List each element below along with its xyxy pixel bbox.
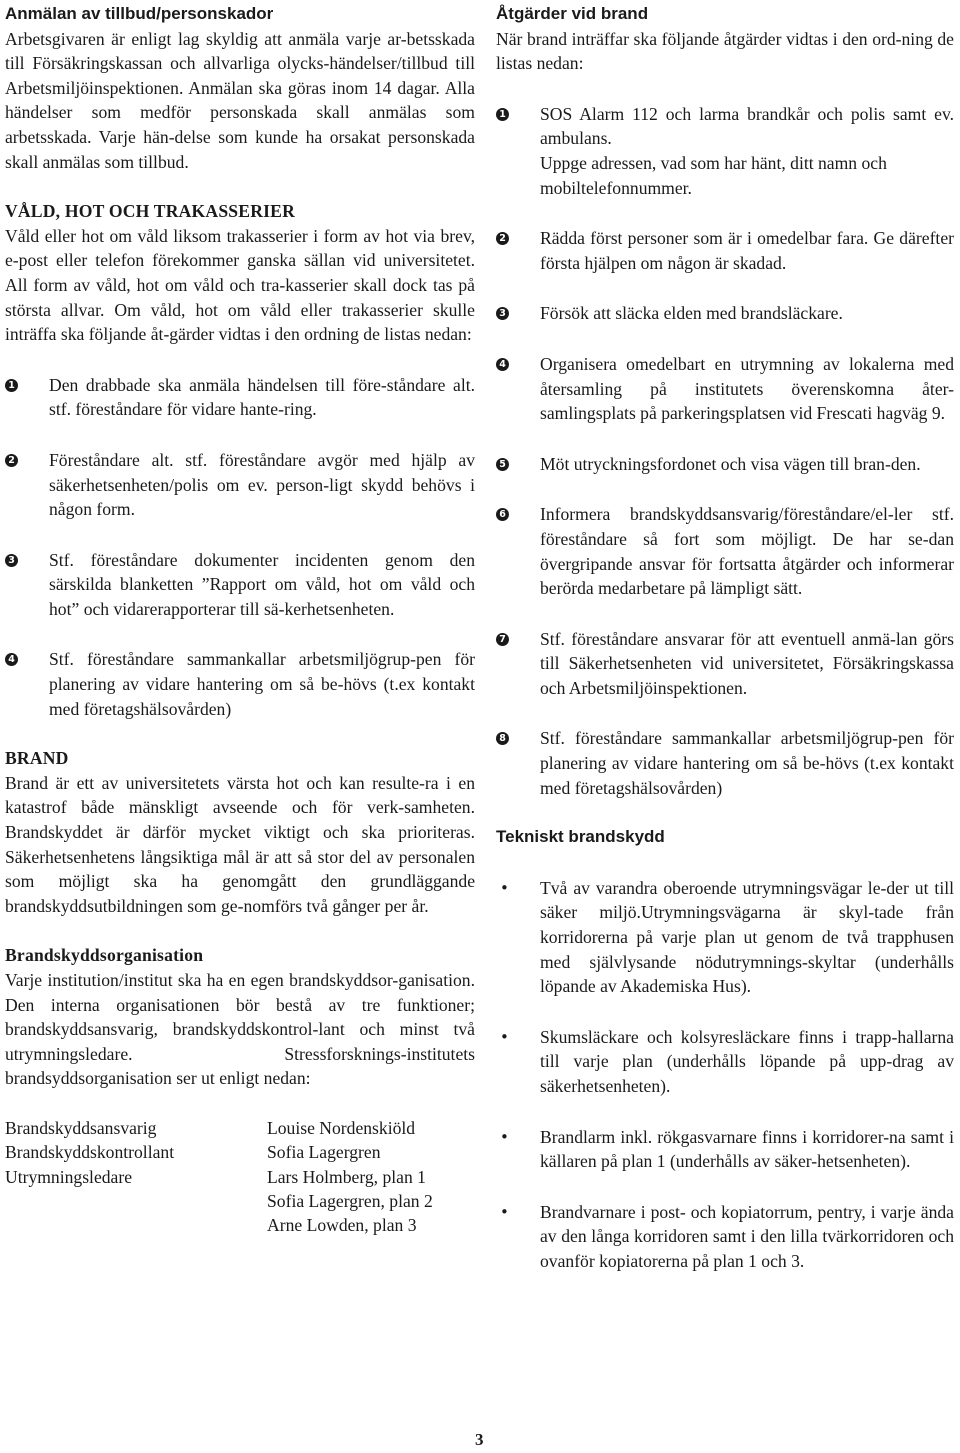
list-item-text: Organisera omedelbart en utrymning av lokalerna med återsamling på institutets överenskomna åter-samlingsplats på parkeringsplatsen vid Frescati hagväg 9. <box>540 353 954 424</box>
fire-organisation-table <box>5 1116 433 1237</box>
list-item-text-extra: Uppge adressen, vad som har hänt, ditt namn och mobiltelefonnummer. <box>540 152 887 198</box>
list-item <box>496 627 954 701</box>
table-row <box>5 1116 433 1140</box>
list-item-text: Stf. föreståndare ansvarar för att eventuell anmä-lan görs till Säkerhetsenheten vid universitetet, Försäkringskassa och Arbetsmiljöinspektionen. <box>540 628 954 698</box>
heading-fire-organisation: Brandskyddsorganisation <box>5 945 204 966</box>
role-cell <box>5 1213 267 1237</box>
list-item <box>496 876 954 999</box>
heading-fire-actions: Åtgärder vid brand <box>496 4 649 23</box>
bullet-icon: • <box>500 1027 509 1046</box>
list-item <box>496 502 954 600</box>
page-number: 3 <box>475 1430 484 1449</box>
table-row <box>5 1165 433 1189</box>
person-cell: Louise Nordenskiöld <box>267 1117 416 1138</box>
list-item <box>496 226 954 275</box>
role-cell: Brandskyddskontrollant <box>5 1142 175 1163</box>
heading-incident-report: Anmälan av tillbud/personskador <box>5 4 274 23</box>
role-cell: Utrymningsledare <box>5 1166 133 1187</box>
list-item-text: SOS Alarm 112 och larma brandkår och polis samt ev. ambulans. <box>540 103 954 149</box>
list-item-text: Försök att släcka elden med brandsläckare. <box>540 303 843 324</box>
table-row <box>5 1213 433 1237</box>
number-7-icon: 7 <box>496 633 509 646</box>
list-item-text: Brandlarm inkl. rökgasvarnare finns i korridorer-na samt i källaren på plan 1 (underhålls av säker-hetsenheten). <box>540 1126 954 1172</box>
number-4-icon: 4 <box>5 653 18 666</box>
number-1-icon: 1 <box>496 108 509 121</box>
list-item-text: Föreståndare alt. stf. föreståndare avgör med hjälp av säkerhetsenheten/polis om ev. person-ligt skydd behövs i någon form. <box>49 449 475 520</box>
number-6-icon: 6 <box>496 508 509 521</box>
list-item-text: Möt utryckningsfordonet och visa vägen till bran-den. <box>540 453 921 474</box>
number-8-icon: 8 <box>496 732 509 745</box>
person-cell: Sofia Lagergren, plan 2 <box>267 1190 433 1211</box>
heading-technical-fire-protection: Tekniskt brandskydd <box>496 827 665 847</box>
person-cell: Lars Holmberg, plan 1 <box>267 1166 426 1187</box>
list-item <box>496 102 954 200</box>
list-item <box>5 647 475 721</box>
list-item-text: Brandvarnare i post- och kopiatorrum, pentry, i varje ända av den långa korridoren samt i den lilla tvärkorridoren och ovanför kopiatorerna på plan 1 och 3. <box>540 1201 954 1271</box>
number-5-icon: 5 <box>496 458 509 471</box>
list-item <box>496 1125 954 1174</box>
list-item-text: Informera brandskyddsansvarig/föreståndare/el-ler stf. föreståndare så fort som möjligt. De har se-dan övergripande ansvar för fortsatta åtgärder och informerar berörda medarbetare på lämpligt sätt. <box>540 504 954 599</box>
bullet-icon: • <box>500 1127 509 1146</box>
fire-steps-list <box>496 102 954 800</box>
bullet-icon: • <box>500 878 509 897</box>
list-item-text: Skumsläckare och kolsyresläckare finns i trapp-hallarna till varje plan (underhålls löpande på upp-drag av säkerhetsenheten). <box>540 1026 954 1096</box>
number-3-icon: 3 <box>496 307 509 320</box>
role-cell: Brandskyddsansvarig <box>5 1117 157 1138</box>
left-column <box>5 2 475 1237</box>
list-item <box>5 548 475 622</box>
list-item <box>5 448 475 522</box>
bullet-icon: • <box>500 1202 509 1221</box>
heading-violence: VÅLD, HOT OCH TRAKASSERIER <box>5 201 296 222</box>
role-cell <box>5 1189 267 1213</box>
number-1-icon: 1 <box>5 379 18 392</box>
number-4-icon: 4 <box>496 358 509 371</box>
list-item <box>5 373 475 422</box>
person-cell: Arne Lowden, plan 3 <box>267 1215 417 1236</box>
paragraph-incident-report: Arbetsgivaren är enligt lag skyldig att anmäla varje ar-betsskada till Försäkringskassan och allvarliga olycks-händelser/tillbud till Arbetsmiljöinspektionen. Anmälan ska göras inom 14 dagar. Alla händelser som medför personskada skall anmälas som arbetsskada. Varje hän-delse som kunde ha orsakat personskada skall anmälas som tillbud. <box>5 28 475 172</box>
paragraph-fire-organisation: Varje institution/institut ska ha en egen brandskyddsor-ganisation. Den interna organisationen bör bestå av tre funktioner; brandskyddsansvarig, brandskyddskontrol-lant och minst två utrymningsledare. Stressforsknings-institutets brandsyddsorganisation ser ut enligt nedan: <box>5 970 475 1089</box>
number-3-icon: 3 <box>5 554 18 567</box>
list-item <box>496 352 954 426</box>
right-column <box>496 2 954 1274</box>
list-item-text: Rädda först personer som är i omedelbar fara. Ge därefter första hjälpen om någon är skadad. <box>540 228 954 273</box>
list-item-text: Två av varandra oberoende utrymningsvägar le-der ut till säker miljö.Utrymningsvägarna är skyl-tade från korridorerna på varje plan ut genom de två trapphusen med självlysande nödutrymnings-skyltar (underhålls löpande av Akademiska Hus). <box>540 877 954 997</box>
list-item <box>496 1200 954 1274</box>
list-item <box>496 726 954 800</box>
person-cell: Sofia Lagergren <box>267 1142 381 1163</box>
number-2-icon: 2 <box>5 454 18 467</box>
paragraph-violence: Våld eller hot om våld liksom trakasserier i form av hot via brev, e-post eller telefon förekommer ganska sällan vid universitetet. All form av våld, hot om våld och tra-kasserier skall dock tas på största allvar. Om våld, hot om våld eller trakasserier skulle inträffa ska följande åt-gärder vidtas i den ordning de listas nedan: <box>5 225 475 345</box>
list-item <box>496 1025 954 1099</box>
list-item-text: Stf. föreståndare dokumenter incidenten genom den särskilda blanketten ”Rapport om våld, hot om våld och hot” och vidarerapporterar till sä-kerhetsenheten. <box>49 549 475 619</box>
list-item <box>496 452 954 477</box>
list-item-text: Stf. föreståndare sammankallar arbetsmiljögrup-pen för planering av vidare hantering om så be-hövs (t.ex kontakt med företagshälsovården) <box>49 649 475 719</box>
heading-fire: BRAND <box>5 748 69 769</box>
list-item <box>496 301 954 326</box>
technical-protection-list <box>496 876 954 1274</box>
table-row <box>5 1140 433 1164</box>
list-item-text: Den drabbade ska anmäla händelsen till före-ståndare alt. stf. föreståndare för vidare hante-ring. <box>49 374 475 420</box>
violence-steps-list <box>5 373 475 722</box>
list-item-text: Stf. föreståndare sammankallar arbetsmiljögrup-pen för planering av vidare hantering om så be-hövs (t.ex kontakt med företagshälsovården) <box>540 728 954 798</box>
table-row <box>5 1189 433 1213</box>
paragraph-fire: Brand är ett av universitetets värsta hot och kan resulte-ra i en katastrof både mänskligt avseende och för verk-samheten. Brandskyddet är därför mycket viktigt och ska prioriteras. Säkerhetsenhetens långsiktiga mål är att så stor del av personalen som möjligt ska ha genomgått den grundläggande brandskyddsutbildningen som ge-nomförs två gånger per år. <box>5 772 475 916</box>
number-2-icon: 2 <box>496 232 509 245</box>
paragraph-fire-actions-intro: När brand inträffar ska följande åtgärder vidtas i den ord-ning de listas nedan: <box>496 28 954 74</box>
